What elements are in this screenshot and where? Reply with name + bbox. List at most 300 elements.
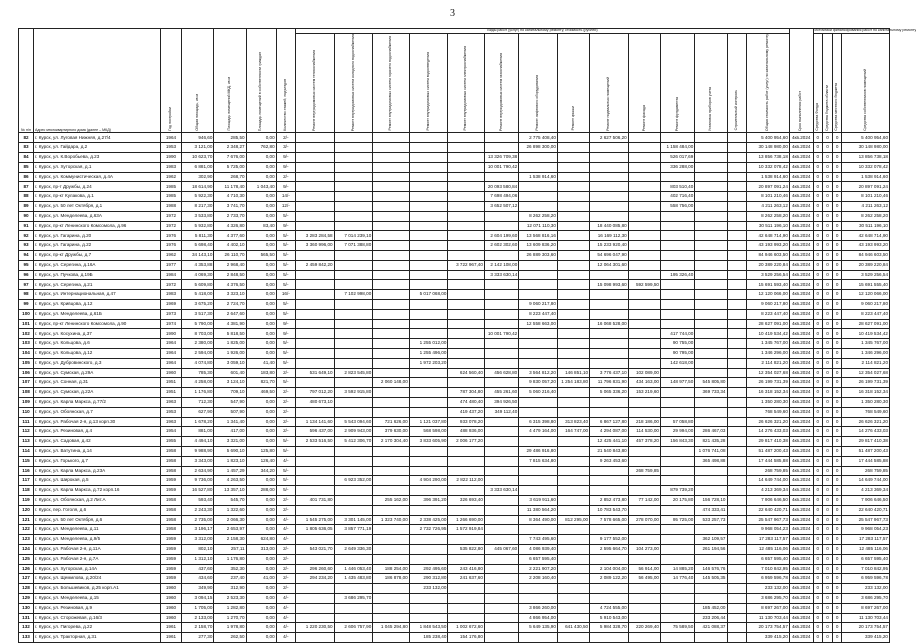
cell-total-cost: 15 691 593,40 [746,280,789,290]
cell-funding: 0 [813,603,823,613]
cell-date: 4кв.2024 [789,280,813,290]
cell-work-cost [334,466,373,476]
cell-work-cost [727,633,746,643]
cell-work-cost: 90 755,00 [660,339,694,349]
cell-year: 1954 [160,427,181,437]
cell-residents-area: 0,00 [246,417,276,427]
cell-work-cost [334,280,373,290]
cell-year: 1960 [160,593,181,603]
cell-owners-funds: 11 130 703,44 [842,613,890,623]
cell-work-cost [448,535,485,545]
cell-work-cost [695,554,727,564]
cell-work-cost [557,544,589,554]
cell-work-cost [484,495,518,505]
cell-funding: 0 [823,446,833,456]
cell-work-cost: 164 747,00 [557,427,589,437]
table-row [19,211,890,221]
cell-work-cost: 90 795,00 [660,349,694,359]
cell-funding: 0 [832,633,842,643]
cell-work-cost: 5 017 068,00 [409,290,448,300]
cell-total-cost: 8 262 258,20 [746,211,789,221]
cell-total-cost: 7 906 646,50 [746,495,789,505]
cell-funding: 0 [813,339,823,349]
cell-owners-funds: 26 626 321,20 [842,417,890,427]
cell-work-cost [409,211,448,221]
cell-work-cost [727,623,746,633]
cell-work-cost [448,486,485,496]
cell-work-cost [409,260,448,270]
cell-funding: 0 [823,290,833,300]
cell-floors: 2/- [276,544,295,554]
cell-address: г. Курск, ул. К.Воробьева, д.23 [34,153,161,163]
cell-work-cost: 12 071 110,30 [519,221,558,231]
cell-funding: 0 [823,260,833,270]
cell-address: г. Курск, ул. Гайдара, д.2 [34,143,161,153]
cell-number: 95 [19,260,34,270]
cell-work-cost [519,486,558,496]
cell-work-cost [295,309,334,319]
cell-residents-area: 0,00 [246,290,276,300]
cell-work-cost [373,153,410,163]
table-row [19,554,890,564]
cell-total-area: 2 243,30 [182,505,214,515]
cell-work-cost: 290 312,80 [409,574,448,584]
cell-work-cost [628,290,660,300]
cell-total-area: 8 217,30 [182,202,214,212]
cell-total-area: 3 517,30 [182,309,214,319]
cell-work-cost [557,349,589,359]
cell-work-cost: 445 067,60 [484,544,518,554]
cell-work-cost: 6 923 352,00 [334,476,373,486]
cell-total-cost: 26 626 321,20 [746,417,789,427]
table-row [19,456,890,466]
cell-living-area: 3 059,10 [214,358,246,368]
cell-work-cost: 243 416,80 [448,564,485,574]
cell-work-cost [409,505,448,515]
cell-work-cost: 2 823 545,80 [334,368,373,378]
cell-work-cost [334,153,373,163]
cell-work-cost [334,633,373,643]
cell-number: 123 [19,535,34,545]
cell-work-cost: 114 530,00 [628,427,660,437]
cell-living-area: 1 823,10 [214,456,246,466]
cell-owners-funds: 12 120 066,00 [842,290,890,300]
cell-address: г. Курск, ул. Кольцова, д.6 [34,339,161,349]
cell-work-cost [557,407,589,417]
cell-work-cost [484,417,518,427]
cell-work-cost [695,300,727,310]
cell-funding: 0 [832,280,842,290]
cell-funding: 0 [823,427,833,437]
page-number: 3 [450,8,455,19]
cell-funding: 0 [823,133,833,143]
cell-number: 112 [19,427,34,437]
cell-work-cost: 821 435,28 [695,437,727,447]
cell-year: 1962 [160,251,181,261]
cell-work-cost [484,143,518,153]
cell-work-cost: 879 739,20 [660,486,694,496]
cell-work-cost: 543 021,70 [295,544,334,554]
cell-work-cost [727,300,746,310]
cell-work-cost [409,544,448,554]
cell-work-cost: 104 273,00 [628,544,660,554]
header-sewer: Ремонт внутридомовых систем водоотведения [409,33,448,133]
cell-work-cost: 4 724 555,00 [590,603,629,613]
cell-work-cost [409,378,448,388]
cell-address: г. Курск, ул. Обоянская, д.2 Лит.А [34,495,161,505]
cell-funding: 0 [823,593,833,603]
cell-work-cost: 1 002 672,60 [448,623,485,633]
cell-work-cost [695,584,727,594]
cell-living-area: 26 110,70 [214,251,246,261]
cell-owners-funds: 2 114 821,20 [842,358,890,368]
cell-address: г. Курск, ул. Садовая, д.42 [34,437,161,447]
cell-work-cost [660,221,694,231]
cell-work-cost [448,251,485,261]
cell-work-cost [484,613,518,623]
cell-total-cost: 3 529 256,54 [746,270,789,280]
cell-floors: 2/- [276,388,295,398]
cell-funding: 0 [823,525,833,535]
cell-total-cost: 51 487 200,43 [746,446,789,456]
cell-work-cost: 11 380 564,20 [519,505,558,515]
cell-work-cost: 5 543 094,60 [334,417,373,427]
cell-owners-funds: 1 345 767,00 [842,339,890,349]
cell-work-cost [695,143,727,153]
cell-work-cost [590,143,629,153]
table-row [19,300,890,310]
cell-floors: 4/- [276,593,295,603]
cell-living-area: 268,70 [214,172,246,182]
cell-total-cost: 9 060 217,80 [746,300,789,310]
cell-work-cost [409,221,448,231]
header-total-area: Общая площадь, кв.м [182,29,214,133]
cell-living-area: 2 647,60 [214,309,246,319]
cell-funding: 0 [813,319,823,329]
cell-funding: 0 [813,397,823,407]
cell-address: г. Курск, ул. Рабочая 2-я, д.13 корп.30 [34,417,161,427]
capital-repair-register-table [18,28,916,643]
cell-living-area: 5 818,50 [214,329,246,339]
cell-work-cost [628,211,660,221]
cell-address: г. Курск, ул. Интернациональная, д.47 [34,290,161,300]
cell-work-cost [295,633,334,643]
cell-owners-funds: 9 060 217,80 [842,300,890,310]
cell-work-cost [695,133,727,143]
header-regional: Средства бюджета области [823,33,833,133]
cell-year: 1960 [160,603,181,613]
cell-floors: 5/- [276,280,295,290]
cell-work-cost [557,143,589,153]
cell-work-cost: 3 333 630,14 [484,486,518,496]
header-fund: Средства Фонда [813,33,823,133]
cell-living-area: 257,11 [214,544,246,554]
cell-work-cost [590,211,629,221]
cell-funding: 0 [823,633,833,643]
cell-total-area: 302,90 [182,172,214,182]
cell-work-cost [660,466,694,476]
cell-work-cost [695,241,727,251]
cell-year: 1953 [160,143,181,153]
cell-residents-area: 0,00 [246,162,276,172]
cell-work-cost [695,397,727,407]
cell-funding: 0 [823,153,833,163]
cell-funding: 0 [823,192,833,202]
cell-work-cost: 14 885,20 [660,564,694,574]
cell-total-area: 946,60 [182,133,214,143]
cell-total-cost: 8 223 447,40 [746,309,789,319]
cell-date: 4кв.2024 [789,554,813,564]
cell-work-cost [557,476,589,486]
cell-work-cost [557,456,589,466]
cell-work-cost [373,309,410,319]
cell-work-cost: 220 269,40 [628,623,660,633]
cell-work-cost [628,358,660,368]
cell-address: г. Курск, пер. Гоголя, д.6 [34,505,161,515]
header-floors: Количество этажей, подъездов [276,29,295,133]
cell-work-cost [695,466,727,476]
cell-owners-funds: 20 897 091,24 [842,182,890,192]
cell-funding: 0 [813,133,823,143]
cell-funding: 0 [813,349,823,359]
cell-work-cost: 16 169 112,30 [590,231,629,241]
cell-total-cost: 28 627 091,00 [746,319,789,329]
cell-work-cost [334,486,373,496]
cell-total-area: 8 703,00 [182,329,214,339]
cell-work-cost [557,182,589,192]
cell-work-cost: 26 898 300,00 [519,143,558,153]
cell-work-cost [409,270,448,280]
cell-work-cost [557,153,589,163]
cell-work-cost: 1 545 275,00 [295,515,334,525]
cell-date: 4кв.2024 [789,349,813,359]
cell-work-cost: 596 437,00 [295,427,334,437]
cell-residents-area: 0,00 [246,407,276,417]
cell-work-cost: 195 326,40 [660,270,694,280]
cell-work-cost [557,260,589,270]
cell-work-cost: 261 194,56 [695,544,727,554]
cell-work-cost [727,505,746,515]
cell-funding: 0 [823,172,833,182]
cell-funding: 0 [832,231,842,241]
cell-date: 4кв.2024 [789,290,813,300]
cell-funding: 0 [813,143,823,153]
cell-floors: 4/- [276,633,295,643]
cell-work-cost: 218 186,00 [628,417,660,427]
cell-floors: 5/- [276,309,295,319]
cell-funding: 0 [813,456,823,466]
cell-floors: 9/- [276,162,295,172]
cell-work-cost [557,388,589,398]
cell-work-cost: 6 657 595,40 [519,554,558,564]
cell-funding: 0 [813,593,823,603]
cell-floors: 5/- [276,476,295,486]
cell-work-cost [448,319,485,329]
cell-work-cost [660,388,694,398]
cell-work-cost [409,329,448,339]
cell-funding: 0 [832,143,842,153]
cell-work-cost [727,378,746,388]
cell-work-cost [660,456,694,466]
cell-number: 124 [19,544,34,554]
cell-total-cost: 4 213 369,34 [746,486,789,496]
cell-work-cost: 1 266 690,00 [448,515,485,525]
cell-work-cost: 3 333 630,14 [484,270,518,280]
cell-residents-area: 0,00 [246,280,276,290]
cell-work-cost [484,280,518,290]
cell-work-cost [628,407,660,417]
cell-residents-area: 624,80 [246,535,276,545]
table-row [19,329,890,339]
cell-work-cost [373,525,410,535]
cell-work-cost [727,407,746,417]
cell-work-cost: 1 076 741,08 [695,446,727,456]
cell-number: 99 [19,300,34,310]
cell-work-cost: 812 295,00 [557,515,589,525]
cell-funding: 0 [832,221,842,231]
cell-work-cost: 5 910 543,00 [590,613,629,623]
cell-work-cost: 233 132,00 [409,584,448,594]
cell-work-cost: 2 775 408,40 [519,133,558,143]
cell-work-cost: 145 505,35 [695,574,727,584]
table-row [19,397,890,407]
cell-work-cost [727,397,746,407]
cell-work-cost [557,251,589,261]
cell-work-cost [448,554,485,564]
cell-living-area: 2 848,50 [214,270,246,280]
cell-address: г. Курск, пр-т Дружбы, д.24 [34,182,161,192]
cell-living-area: 4 710,30 [214,192,246,202]
cell-work-cost [695,329,727,339]
cell-funding: 0 [813,564,823,574]
cell-work-cost [660,300,694,310]
cell-total-cost: 17 444 585,88 [746,456,789,466]
cell-work-cost [373,339,410,349]
cell-work-cost [628,349,660,359]
table-row [19,349,890,359]
cell-funding: 0 [832,329,842,339]
cell-living-area: 1 282,80 [214,603,246,613]
cell-funding: 0 [832,162,842,172]
header-cold-water: Ремонт внутридомовых систем холодного водоснабжения [334,33,373,133]
cell-work-cost: 369 733,34 [695,388,727,398]
cell-living-area: 1 457,29 [214,466,246,476]
cell-work-cost: 568 598,00 [409,427,448,437]
cell-work-cost: 2 732 726,95 [409,525,448,535]
cell-address: г. Курск, ул. Сонная, д.31 [34,378,161,388]
cell-residents-area: 0,00 [246,329,276,339]
cell-work-cost [373,143,410,153]
table-row [19,378,890,388]
cell-total-area: 437,60 [182,564,214,574]
cell-work-cost [727,349,746,359]
cell-funding: 0 [832,515,842,525]
cell-work-cost [519,270,558,280]
cell-work-cost [334,456,373,466]
cell-date: 4кв.2024 [789,202,813,212]
cell-work-cost [628,251,660,261]
cell-funding: 0 [832,192,842,202]
cell-work-cost [409,172,448,182]
cell-living-area: 2 724,70 [214,300,246,310]
cell-number: 116 [19,466,34,476]
cell-owners-funds: 28 627 091,00 [842,319,890,329]
cell-date: 4кв.2024 [789,437,813,447]
cell-owners-funds: 7 010 842,95 [842,564,890,574]
cell-work-cost [727,162,746,172]
cell-address: г. Курск, ул. Косухина, д.37 [34,329,161,339]
cell-total-cost: 20 897 091,24 [746,182,789,192]
cell-total-area: 34 143,10 [182,251,214,261]
cell-residents-area: 0,00 [246,192,276,202]
cell-funding: 0 [813,584,823,594]
cell-work-cost [295,593,334,603]
cell-work-cost [334,309,373,319]
cell-total-cost: 11 130 703,44 [746,613,789,623]
cell-residents-area: 0,00 [246,554,276,564]
cell-funding: 0 [832,241,842,251]
cell-work-cost [628,270,660,280]
cell-work-cost: 7 743 495,60 [519,535,558,545]
cell-work-cost: 13 568 816,16 [519,231,558,241]
cell-floors: 2/- [276,564,295,574]
cell-work-cost [295,251,334,261]
cell-floors: 5/- [276,231,295,241]
cell-work-cost: 11 796 831,90 [590,378,629,388]
cell-residents-area: 0,00 [246,495,276,505]
table-row [19,231,890,241]
cell-work-cost: 57 058,80 [660,417,694,427]
cell-year: 1959 [160,476,181,486]
cell-work-cost: 1 220 230,50 [295,623,334,633]
cell-work-cost: 535 822,80 [448,544,485,554]
cell-work-cost [334,221,373,231]
cell-work-cost: 146 851,10 [557,368,589,378]
header-living-area: Площадь помещений МКД, кв.м [214,29,246,133]
cell-work-cost [628,535,660,545]
cell-work-cost: 77 142,00 [628,495,660,505]
cell-work-cost [628,633,660,643]
cell-number: 96 [19,270,34,280]
header-no: № п/п [19,29,34,133]
cell-floors: 5/- [276,446,295,456]
cell-number: 132 [19,623,34,633]
cell-work-cost [660,319,694,329]
cell-work-cost: 20 175,80 [660,495,694,505]
cell-work-cost: 15 098 993,60 [590,280,629,290]
cell-date: 4кв.2024 [789,231,813,241]
cell-total-cost: 16 318 152,34 [746,388,789,398]
cell-funding: 0 [823,476,833,486]
cell-work-cost: 2 604 199,60 [484,231,518,241]
cell-total-area: 2 133,00 [182,613,214,623]
cell-work-cost [448,211,485,221]
cell-work-cost: 396 391,20 [409,495,448,505]
cell-owners-funds: 3 529 256,54 [842,270,890,280]
cell-work-cost [448,584,485,594]
cell-date: 4кв.2024 [789,182,813,192]
cell-work-cost [295,584,334,594]
header-heat: Ремонт внутридомовых систем теплоснабжения [295,33,334,133]
cell-work-cost [660,554,694,564]
cell-work-cost [484,378,518,388]
cell-funding: 0 [813,270,823,280]
cell-year: 1963 [160,397,181,407]
cell-work-cost [727,260,746,270]
cell-work-cost [448,593,485,603]
cell-funding: 0 [832,309,842,319]
cell-funding: 0 [823,397,833,407]
